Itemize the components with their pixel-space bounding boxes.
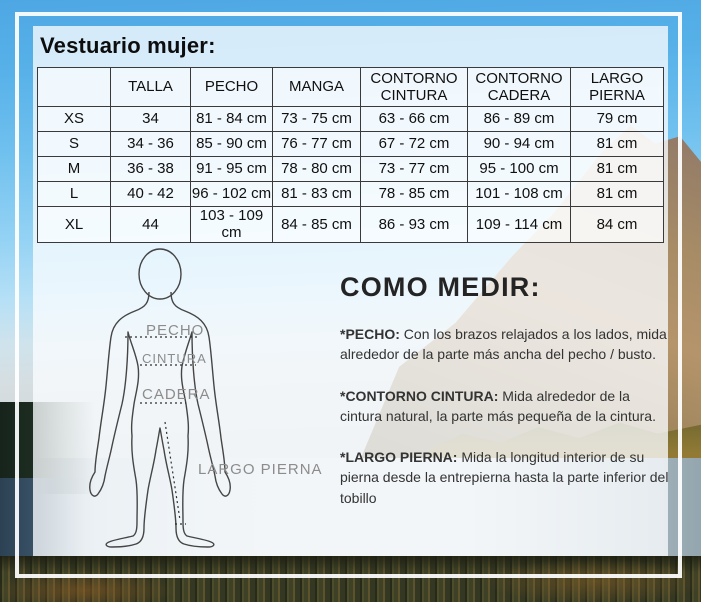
size-cell: XS: [38, 107, 111, 132]
table-cell: 78 - 80 cm: [273, 157, 361, 182]
table-cell: 85 - 90 cm: [191, 132, 273, 157]
figure-label-largo-pierna: LARGO PIERNA: [198, 461, 323, 478]
table-cell: 91 - 95 cm: [191, 157, 273, 182]
instruction-term: *LARGO PIERNA:: [340, 449, 458, 466]
table-cell: 101 - 108 cm: [468, 182, 571, 207]
table-cell: 81 cm: [571, 157, 664, 182]
table-cell: 90 - 94 cm: [468, 132, 571, 157]
table-cell: 86 - 89 cm: [468, 107, 571, 132]
instruction-text: Mida alrededor de la cintura natural, la parte más pequeña de la cintura.: [340, 387, 656, 424]
size-table: [37, 67, 664, 243]
table-cell: 79 cm: [571, 107, 664, 132]
table-header-row: [38, 68, 664, 107]
table-cell: 36 - 38: [111, 157, 191, 182]
column-header-contorno-cadera: CONTORNO CADERA: [468, 68, 571, 107]
table-cell: 73 - 75 cm: [273, 107, 361, 132]
table-cell: 40 - 42: [111, 182, 191, 207]
figure-label-cintura: CINTURA: [142, 351, 207, 366]
table-cell: 109 - 114 cm: [468, 207, 571, 243]
table-cell: 96 - 102 cm: [191, 182, 273, 207]
how-to-measure-section: [340, 272, 672, 508]
table-cell: 67 - 72 cm: [361, 132, 468, 157]
table-cell: 84 cm: [571, 207, 664, 243]
table-cell: 76 - 77 cm: [273, 132, 361, 157]
measure-instruction-largo-pierna: [340, 447, 672, 508]
table-cell: 78 - 85 cm: [361, 182, 468, 207]
column-header-pecho: PECHO: [191, 68, 273, 107]
table-cell: 81 cm: [571, 182, 664, 207]
size-cell: M: [38, 157, 111, 182]
table-cell: 86 - 93 cm: [361, 207, 468, 243]
figure-label-pecho: PECHO: [146, 322, 205, 339]
measure-instruction-pecho: [340, 324, 672, 365]
table-cell: 44: [111, 207, 191, 243]
table-row: [38, 182, 664, 207]
table-row: [38, 157, 664, 182]
table-row: [38, 207, 664, 243]
figure-label-cadera: CADERA: [142, 386, 211, 403]
table-cell: 95 - 100 cm: [468, 157, 571, 182]
how-to-measure-heading: COMO MEDIR:: [340, 272, 541, 302]
table-cell: 81 - 83 cm: [273, 182, 361, 207]
size-cell: XL: [38, 207, 111, 243]
column-header-talla: TALLA: [111, 68, 191, 107]
table-cell: 63 - 66 cm: [361, 107, 468, 132]
column-header-manga: MANGA: [273, 68, 361, 107]
size-cell: S: [38, 132, 111, 157]
size-cell: L: [38, 182, 111, 207]
instruction-text: Mida la longitud interior de su pierna desde la entrepierna hasta la parte inferior del tobillo: [340, 449, 669, 506]
table-cell: 84 - 85 cm: [273, 207, 361, 243]
instruction-term: *PECHO:: [340, 326, 400, 342]
table-cell: 34 - 36: [111, 132, 191, 157]
measure-instruction-contorno-cintura: [340, 386, 672, 427]
head-outline: [139, 249, 181, 299]
page-title: Vestuario mujer:: [40, 33, 216, 58]
table-row: [38, 107, 664, 132]
column-header-size: [38, 68, 111, 107]
column-header-largo-pierna: LARGO PIERNA: [571, 68, 664, 107]
instruction-term: *CONTORNO CINTURA:: [340, 387, 499, 404]
table-cell: 34: [111, 107, 191, 132]
instruction-text: Con los brazos relajados a los lados, mida alrededor de la parte más ancha del pecho / busto.: [340, 326, 667, 363]
table-cell: 81 - 84 cm: [191, 107, 273, 132]
table-cell: 73 - 77 cm: [361, 157, 468, 182]
column-header-contorno-cintura: CONTORNO CINTURA: [361, 68, 468, 107]
table-row: [38, 132, 664, 157]
table-cell: 81 cm: [571, 132, 664, 157]
table-cell: 103 - 109 cm: [191, 207, 273, 243]
